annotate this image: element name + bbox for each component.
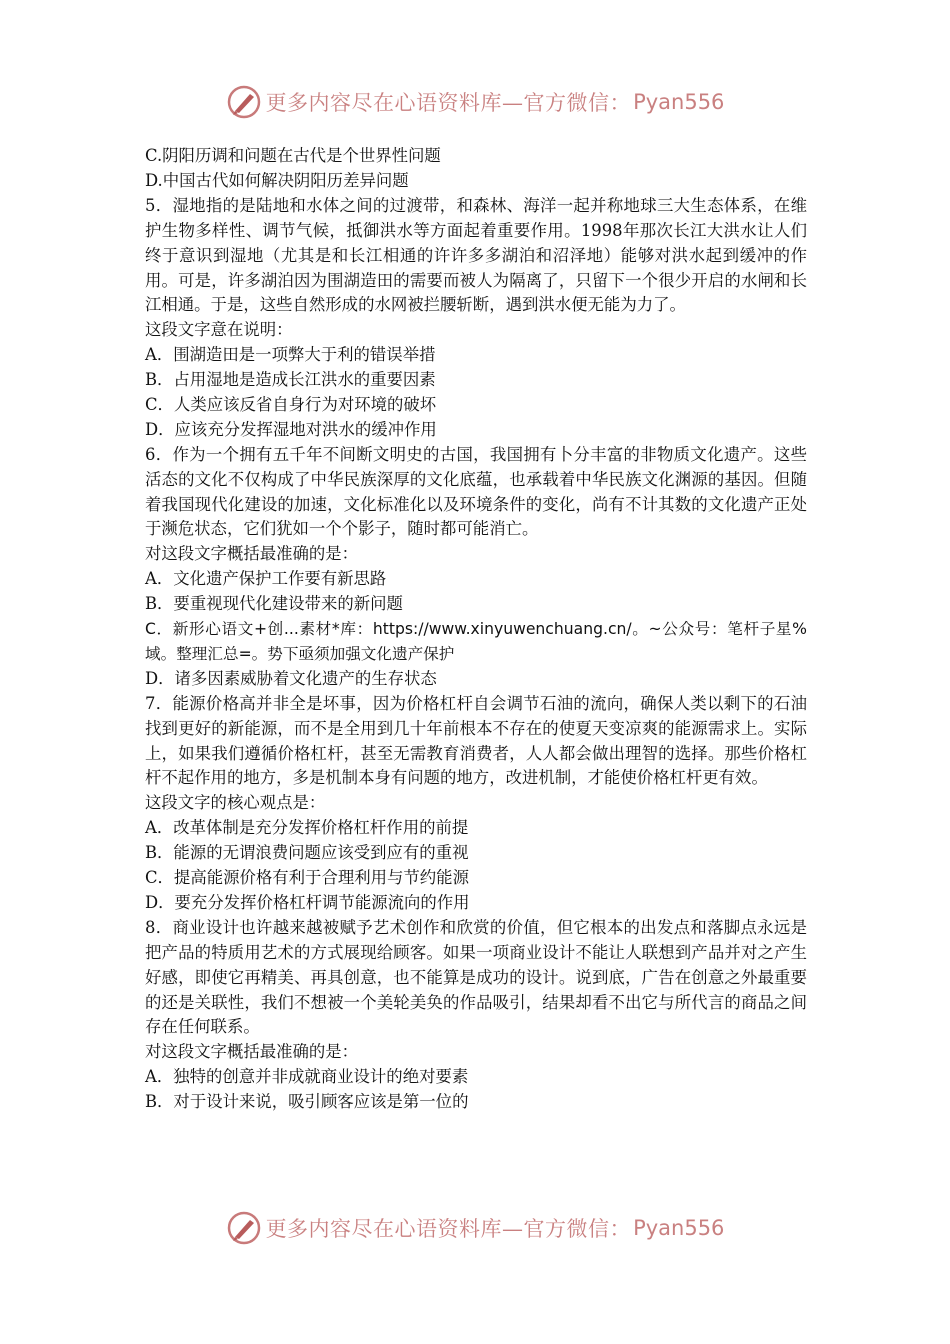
q5-option-b: B．占用湿地是造成长江洪水的重要因素 <box>145 370 436 390</box>
footer-banner-text: 更多内容尽在心语资料库—官方微信： <box>265 1217 632 1241</box>
prev-option-c: C.阴阳历调和问题在古代是个世界性问题 <box>145 146 441 165</box>
header-banner <box>0 84 950 120</box>
q8-option-b: B．对于设计来说，吸引顾客应该是第一位的 <box>145 1092 469 1112</box>
q6-option-a: A．文化遗产保护工作要有新思路 <box>145 569 387 589</box>
q6-passage: 6．作为一个拥有五千年不间断文明史的古国，我国拥有卜分丰富的非物质文化遗产。这些活态的文化不仅构成了中华民族深厚的文化底蕴，也承载着中华民族文化渊源的基因。但随着我国现代化建设的加速，文化标准化以及环境条件的变化，尚有不计其数的文化遗产正处于濒危状态，它们犹如一个个影子，随时都可能消亡。 <box>145 444 807 539</box>
q7-passage: 7．能源价格高并非全是坏事，因为价格杠杆自会调节石油的流向，确保人类以剩下的石油找到更好的新能源，而不是全用到几十年前根本不存在的使夏天变凉爽的能源需求上。实际上，如果我们遵循价格杠杆，甚至无需教育消费者，人人都会做出理智的选择。那些价格杠杆不起作用的地方，多是机制本身有问题的地方，改进机制，才能使价格杠杆更有效。 <box>145 693 807 788</box>
q8-question: 对这段文字概括最准确的是： <box>145 1042 359 1062</box>
header-wechat-id: Pyan556 <box>633 90 725 114</box>
q5-option-d: D．应该充分发挥湿地对洪水的缓冲作用 <box>145 419 437 439</box>
q5-option-a: A．围湖造田是一项弊大于利的错误举措 <box>145 345 436 365</box>
footer-banner <box>0 1210 950 1246</box>
q6-option-c: C．新形心语文+创...素材*库：https://www.xinyuwenchuang.cn/。~公众号：笔杆子星%域。整理汇总=。势下亟须加强文化遗产保护 <box>145 620 807 663</box>
q6-question: 对这段文字概括最准确的是： <box>145 544 359 564</box>
pen-logo-icon <box>226 84 262 120</box>
header-banner-text: 更多内容尽在心语资料库—官方微信： <box>265 91 632 115</box>
pen-logo-icon <box>226 1210 262 1246</box>
q7-option-d: D．要充分发挥价格杠杆调节能源流向的作用 <box>145 892 470 912</box>
document-body <box>145 144 807 1115</box>
q6-option-d: D．诸多因素威胁着文化遗产的生存状态 <box>145 668 437 688</box>
q7-option-a: A．改革体制是充分发挥价格杠杆作用的前提 <box>145 818 469 838</box>
q8-passage: 8．商业设计也许越来越被赋予艺术创作和欣赏的价值，但它根本的出发点和落脚点永远是把产品的特质用艺术的方式展现给顾客。如果一项商业设计不能让人联想到产品并对之产生好感，即使它再精美、再具创意，也不能算是成功的设计。说到底，广告在创意之外最重要的还是关联性，我们不想被一个美轮美奂的作品吸引，结果却看不出它与所代言的商品之间存在任何联系。 <box>145 917 807 1037</box>
q5-question: 这段文字意在说明： <box>145 320 293 340</box>
q5-passage: 5．湿地指的是陆地和水体之间的过渡带，和森林、海洋一起并称地球三大生态体系，在维护生物多样性、调节气候，抵御洪水等方面起着重要作用。1998年那次长江大洪水让人们终于意识到湿地（尤其是和长江相通的许许多多湖泊和沼泽地）能够对洪水起到缓冲的作用。可是，许多湖泊因为围湖造田的需要而被人为隔离了，只留下一个很少开启的水闸和长江相通。于是，这些自然形成的水网被拦腰斩断，遇到洪水便无能为力了。 <box>145 195 807 315</box>
q6-option-b: B．要重视现代化建设带来的新问题 <box>145 594 403 614</box>
q7-question: 这段文字的核心观点是： <box>145 793 326 813</box>
footer-wechat-id: Pyan556 <box>633 1216 725 1240</box>
q5-option-c: C．人类应该反省自身行为对环境的破坏 <box>145 394 437 414</box>
q7-option-c: C．提高能源价格有利于合理利用与节约能源 <box>145 868 469 888</box>
prev-option-d: D.中国古代如何解决阴阳历差异问题 <box>145 170 409 190</box>
q8-option-a: A．独特的创意并非成就商业设计的绝对要素 <box>145 1067 469 1087</box>
q7-option-b: B．能源的无谓浪费问题应该受到应有的重视 <box>145 843 469 863</box>
